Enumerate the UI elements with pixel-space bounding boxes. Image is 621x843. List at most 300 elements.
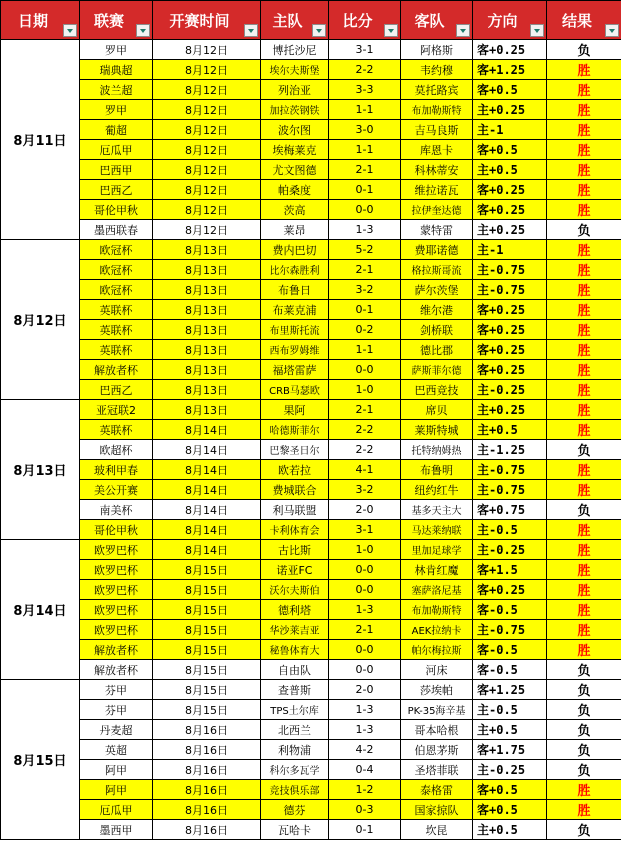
league-cell: 巴西乙: [80, 380, 153, 400]
result-cell: 负: [547, 760, 621, 780]
table-row: [1, 200, 621, 220]
date-cell: 8月11日: [1, 40, 80, 240]
direction-cell: 客+0.25: [473, 340, 547, 360]
league-cell: 南美杯: [80, 500, 153, 520]
kickoff-cell: 8月12日: [153, 40, 261, 60]
score-cell: 2-2: [329, 60, 401, 80]
filter-dropdown-icon[interactable]: [312, 24, 326, 37]
kickoff-cell: 8月13日: [153, 260, 261, 280]
home-team-cell: 尤文图德: [261, 160, 329, 180]
kickoff-cell: 8月16日: [153, 800, 261, 820]
kickoff-cell: 8月13日: [153, 380, 261, 400]
kickoff-cell: 8月12日: [153, 60, 261, 80]
home-team-cell: 费城联合: [261, 480, 329, 500]
result-cell: 胜: [547, 60, 621, 80]
league-cell: 墨西联春: [80, 220, 153, 240]
home-team-cell: 博托沙尼: [261, 40, 329, 60]
home-team-cell: 德芬: [261, 800, 329, 820]
table-row: [1, 260, 621, 280]
table-row: [1, 600, 621, 620]
away-team-cell: 剑桥联: [401, 320, 473, 340]
table-row: [1, 680, 621, 700]
header-kickoff: 开赛时间: [153, 1, 261, 40]
score-cell: 0-4: [329, 760, 401, 780]
home-team-cell: CRB马瑟欧: [261, 380, 329, 400]
home-team-cell: 加拉茨钢铁: [261, 100, 329, 120]
header-score: 比分: [329, 1, 401, 40]
table-row: [1, 240, 621, 260]
away-team-cell: 拉伊奎达德: [401, 200, 473, 220]
home-team-cell: 埃梅莱克: [261, 140, 329, 160]
away-team-cell: 格拉斯哥流: [401, 260, 473, 280]
away-team-cell: 萨斯菲尔德: [401, 360, 473, 380]
score-cell: 2-1: [329, 620, 401, 640]
away-team-cell: 布鲁明: [401, 460, 473, 480]
result-cell: 负: [547, 700, 621, 720]
direction-cell: 客+0.25: [473, 320, 547, 340]
home-team-cell: 费内巴切: [261, 240, 329, 260]
table-row: [1, 700, 621, 720]
table-row: [1, 220, 621, 240]
direction-cell: 客+0.25: [473, 580, 547, 600]
league-cell: 罗甲: [80, 40, 153, 60]
kickoff-cell: 8月15日: [153, 620, 261, 640]
direction-cell: 主-1: [473, 240, 547, 260]
table-row: [1, 460, 621, 480]
table-row: [1, 180, 621, 200]
score-cell: 1-0: [329, 540, 401, 560]
table-row: [1, 160, 621, 180]
result-cell: 胜: [547, 580, 621, 600]
away-team-cell: 阿格斯: [401, 40, 473, 60]
away-team-cell: 莱斯特城: [401, 420, 473, 440]
score-cell: 1-3: [329, 220, 401, 240]
table-row: [1, 60, 621, 80]
table-row: [1, 800, 621, 820]
league-cell: 玻利甲春: [80, 460, 153, 480]
home-team-cell: 华沙莱吉亚: [261, 620, 329, 640]
kickoff-cell: 8月12日: [153, 80, 261, 100]
away-team-cell: 德比郡: [401, 340, 473, 360]
direction-cell: 主-0.25: [473, 540, 547, 560]
league-cell: 欧罗巴杯: [80, 560, 153, 580]
score-cell: 0-3: [329, 800, 401, 820]
home-team-cell: 查普斯: [261, 680, 329, 700]
table-row: [1, 720, 621, 740]
kickoff-cell: 8月15日: [153, 700, 261, 720]
league-cell: 欧冠杯: [80, 260, 153, 280]
home-team-cell: 帕桑度: [261, 180, 329, 200]
score-cell: 3-2: [329, 280, 401, 300]
direction-cell: 客+0.5: [473, 80, 547, 100]
table-row: [1, 540, 621, 560]
away-team-cell: 费耶诺德: [401, 240, 473, 260]
table-row: [1, 40, 621, 60]
away-team-cell: 莎埃帕: [401, 680, 473, 700]
table-row: [1, 80, 621, 100]
score-cell: 2-1: [329, 260, 401, 280]
kickoff-cell: 8月13日: [153, 400, 261, 420]
result-cell: 胜: [547, 80, 621, 100]
home-team-cell: 波尔图: [261, 120, 329, 140]
league-cell: 葡超: [80, 120, 153, 140]
direction-cell: 主-0.75: [473, 620, 547, 640]
direction-cell: 主+0.25: [473, 100, 547, 120]
result-cell: 负: [547, 740, 621, 760]
filter-dropdown-icon[interactable]: [244, 24, 258, 37]
header-away: 客队: [401, 1, 473, 40]
away-team-cell: 马达莱纳联: [401, 520, 473, 540]
score-cell: 0-1: [329, 300, 401, 320]
direction-cell: 主-0.75: [473, 480, 547, 500]
home-team-cell: 秘鲁体育大: [261, 640, 329, 660]
direction-cell: 主-0.75: [473, 460, 547, 480]
table-row: [1, 480, 621, 500]
score-cell: 0-0: [329, 660, 401, 680]
result-cell: 负: [547, 660, 621, 680]
home-team-cell: 北西兰: [261, 720, 329, 740]
result-cell: 胜: [547, 480, 621, 500]
direction-cell: 客+0.5: [473, 800, 547, 820]
away-team-cell: 基多天主大: [401, 500, 473, 520]
league-cell: 英联杯: [80, 320, 153, 340]
score-cell: 4-2: [329, 740, 401, 760]
kickoff-cell: 8月16日: [153, 740, 261, 760]
result-cell: 胜: [547, 280, 621, 300]
away-team-cell: PK-35海辛基: [401, 700, 473, 720]
kickoff-cell: 8月15日: [153, 640, 261, 660]
score-cell: 0-0: [329, 640, 401, 660]
kickoff-cell: 8月13日: [153, 320, 261, 340]
league-cell: 巴西甲: [80, 160, 153, 180]
direction-cell: 客+0.5: [473, 140, 547, 160]
filter-dropdown-icon[interactable]: [63, 24, 77, 37]
table-row: [1, 640, 621, 660]
league-cell: 哥伦甲秋: [80, 520, 153, 540]
direction-cell: 主-0.5: [473, 520, 547, 540]
direction-cell: 客-0.5: [473, 600, 547, 620]
table-row: [1, 320, 621, 340]
score-cell: 2-0: [329, 500, 401, 520]
away-team-cell: 维拉诺瓦: [401, 180, 473, 200]
direction-cell: 客+0.25: [473, 200, 547, 220]
home-team-cell: 科尔多瓦学: [261, 760, 329, 780]
kickoff-cell: 8月12日: [153, 220, 261, 240]
home-team-cell: 布里斯托流: [261, 320, 329, 340]
league-cell: 解放者杯: [80, 640, 153, 660]
score-cell: 1-3: [329, 600, 401, 620]
score-cell: 0-1: [329, 820, 401, 840]
table-row: [1, 780, 621, 800]
score-cell: 3-0: [329, 120, 401, 140]
result-cell: 胜: [547, 100, 621, 120]
kickoff-cell: 8月13日: [153, 280, 261, 300]
score-cell: 0-0: [329, 560, 401, 580]
away-team-cell: 韦约穆: [401, 60, 473, 80]
kickoff-cell: 8月14日: [153, 460, 261, 480]
league-cell: 丹麦超: [80, 720, 153, 740]
header-result: 结果: [547, 1, 621, 40]
result-cell: 负: [547, 500, 621, 520]
kickoff-cell: 8月12日: [153, 180, 261, 200]
league-cell: 欧超杯: [80, 440, 153, 460]
league-cell: 芬甲: [80, 680, 153, 700]
table-row: [1, 660, 621, 680]
filter-dropdown-icon[interactable]: [456, 24, 470, 37]
league-cell: 美公开赛: [80, 480, 153, 500]
away-team-cell: 圣塔菲联: [401, 760, 473, 780]
score-cell: 0-0: [329, 580, 401, 600]
league-cell: 阿甲: [80, 780, 153, 800]
table-row: [1, 140, 621, 160]
league-cell: 哥伦甲秋: [80, 200, 153, 220]
league-cell: 瑞典超: [80, 60, 153, 80]
filter-dropdown-icon[interactable]: [530, 24, 544, 37]
date-cell: 8月12日: [1, 240, 80, 400]
away-team-cell: 哥本哈根: [401, 720, 473, 740]
score-cell: 3-3: [329, 80, 401, 100]
home-team-cell: 欧若拉: [261, 460, 329, 480]
score-cell: 5-2: [329, 240, 401, 260]
header-home: 主队: [261, 1, 329, 40]
league-cell: 解放者杯: [80, 660, 153, 680]
home-team-cell: 布莱克浦: [261, 300, 329, 320]
home-team-cell: 莱昂: [261, 220, 329, 240]
away-team-cell: 泰格雷: [401, 780, 473, 800]
league-cell: 欧罗巴杯: [80, 540, 153, 560]
score-cell: 2-2: [329, 440, 401, 460]
direction-cell: 客+0.25: [473, 40, 547, 60]
away-team-cell: 萨尔茨堡: [401, 280, 473, 300]
result-cell: 胜: [547, 420, 621, 440]
result-cell: 胜: [547, 640, 621, 660]
result-cell: 胜: [547, 160, 621, 180]
kickoff-cell: 8月12日: [153, 100, 261, 120]
league-cell: 芬甲: [80, 700, 153, 720]
away-team-cell: 吉马良斯: [401, 120, 473, 140]
result-cell: 胜: [547, 200, 621, 220]
league-cell: 欧冠杯: [80, 280, 153, 300]
home-team-cell: 西布罗姆维: [261, 340, 329, 360]
kickoff-cell: 8月15日: [153, 660, 261, 680]
score-cell: 1-1: [329, 100, 401, 120]
result-cell: 胜: [547, 620, 621, 640]
kickoff-cell: 8月16日: [153, 720, 261, 740]
table-row: [1, 620, 621, 640]
away-team-cell: 科林蒂安: [401, 160, 473, 180]
table-row: [1, 400, 621, 420]
result-cell: 胜: [547, 520, 621, 540]
score-cell: 4-1: [329, 460, 401, 480]
filter-dropdown-icon[interactable]: [605, 24, 619, 37]
table-row: [1, 440, 621, 460]
result-cell: 胜: [547, 380, 621, 400]
table-row: [1, 120, 621, 140]
away-team-cell: 河床: [401, 660, 473, 680]
filter-dropdown-icon[interactable]: [384, 24, 398, 37]
result-cell: 胜: [547, 120, 621, 140]
home-team-cell: TPS土尔库: [261, 700, 329, 720]
league-cell: 亚冠联2: [80, 400, 153, 420]
result-cell: 胜: [547, 240, 621, 260]
away-team-cell: 库恩卡: [401, 140, 473, 160]
result-cell: 胜: [547, 320, 621, 340]
league-cell: 欧罗巴杯: [80, 580, 153, 600]
away-team-cell: 国家掠队: [401, 800, 473, 820]
kickoff-cell: 8月15日: [153, 580, 261, 600]
result-cell: 负: [547, 220, 621, 240]
score-cell: 2-1: [329, 400, 401, 420]
direction-cell: 主+0.5: [473, 420, 547, 440]
kickoff-cell: 8月12日: [153, 140, 261, 160]
league-cell: 英联杯: [80, 340, 153, 360]
direction-cell: 主+0.5: [473, 160, 547, 180]
kickoff-cell: 8月14日: [153, 540, 261, 560]
result-cell: 胜: [547, 340, 621, 360]
direction-cell: 主+0.25: [473, 400, 547, 420]
direction-cell: 主-0.75: [473, 280, 547, 300]
table-row: [1, 760, 621, 780]
away-team-cell: 巴西竞技: [401, 380, 473, 400]
kickoff-cell: 8月15日: [153, 680, 261, 700]
kickoff-cell: 8月13日: [153, 340, 261, 360]
kickoff-cell: 8月13日: [153, 360, 261, 380]
score-cell: 3-1: [329, 520, 401, 540]
direction-cell: 主-0.5: [473, 700, 547, 720]
away-team-cell: 里加足球学: [401, 540, 473, 560]
league-cell: 英联杯: [80, 300, 153, 320]
kickoff-cell: 8月12日: [153, 120, 261, 140]
result-cell: 负: [547, 40, 621, 60]
result-cell: 胜: [547, 140, 621, 160]
score-cell: 0-1: [329, 180, 401, 200]
table-body: [1, 40, 621, 840]
table-row: [1, 380, 621, 400]
result-cell: 胜: [547, 540, 621, 560]
home-team-cell: 果阿: [261, 400, 329, 420]
direction-cell: 客-0.5: [473, 640, 547, 660]
kickoff-cell: 8月15日: [153, 560, 261, 580]
league-cell: 厄瓜甲: [80, 140, 153, 160]
home-team-cell: 埃尔夫斯堡: [261, 60, 329, 80]
result-cell: 负: [547, 720, 621, 740]
date-cell: 8月15日: [1, 680, 80, 840]
kickoff-cell: 8月13日: [153, 240, 261, 260]
direction-cell: 主-0.25: [473, 760, 547, 780]
home-team-cell: 巴黎圣日尔: [261, 440, 329, 460]
result-cell: 胜: [547, 360, 621, 380]
direction-cell: 客+0.5: [473, 780, 547, 800]
home-team-cell: 沃尔夫斯伯: [261, 580, 329, 600]
table-row: [1, 580, 621, 600]
kickoff-cell: 8月14日: [153, 520, 261, 540]
away-team-cell: 林肯红魔: [401, 560, 473, 580]
table-row: [1, 360, 621, 380]
table-row: [1, 500, 621, 520]
direction-cell: 主-0.25: [473, 380, 547, 400]
table-row: [1, 420, 621, 440]
direction-cell: 客+1.25: [473, 680, 547, 700]
kickoff-cell: 8月14日: [153, 420, 261, 440]
header-row: [1, 1, 621, 40]
kickoff-cell: 8月16日: [153, 780, 261, 800]
result-cell: 负: [547, 820, 621, 840]
home-team-cell: 列治亚: [261, 80, 329, 100]
home-team-cell: 福塔雷萨: [261, 360, 329, 380]
league-cell: 英超: [80, 740, 153, 760]
result-cell: 胜: [547, 560, 621, 580]
table-row: [1, 740, 621, 760]
home-team-cell: 卡利体育会: [261, 520, 329, 540]
league-cell: 解放者杯: [80, 360, 153, 380]
direction-cell: 主-1.25: [473, 440, 547, 460]
league-cell: 阿甲: [80, 760, 153, 780]
kickoff-cell: 8月15日: [153, 600, 261, 620]
result-cell: 胜: [547, 780, 621, 800]
table-row: [1, 520, 621, 540]
direction-cell: 主+0.5: [473, 820, 547, 840]
score-cell: 2-0: [329, 680, 401, 700]
table-row: [1, 100, 621, 120]
kickoff-cell: 8月14日: [153, 440, 261, 460]
league-cell: 厄瓜甲: [80, 800, 153, 820]
table-row: [1, 300, 621, 320]
direction-cell: 主+0.5: [473, 720, 547, 740]
score-cell: 1-3: [329, 720, 401, 740]
table-row: [1, 820, 621, 840]
filter-dropdown-icon[interactable]: [136, 24, 150, 37]
league-cell: 波兰超: [80, 80, 153, 100]
direction-cell: 客+0.25: [473, 360, 547, 380]
league-cell: 欧罗巴杯: [80, 600, 153, 620]
result-cell: 胜: [547, 400, 621, 420]
away-team-cell: 纽约红牛: [401, 480, 473, 500]
result-cell: 胜: [547, 260, 621, 280]
result-cell: 胜: [547, 300, 621, 320]
result-cell: 胜: [547, 180, 621, 200]
header-direction: 方向: [473, 1, 547, 40]
direction-cell: 主-0.75: [473, 260, 547, 280]
away-team-cell: 布加勒斯特: [401, 100, 473, 120]
away-team-cell: 帕尔梅拉斯: [401, 640, 473, 660]
score-cell: 1-1: [329, 340, 401, 360]
direction-cell: 主-1: [473, 120, 547, 140]
home-team-cell: 古比斯: [261, 540, 329, 560]
result-cell: 胜: [547, 460, 621, 480]
league-cell: 欧冠杯: [80, 240, 153, 260]
away-team-cell: 布加勒斯特: [401, 600, 473, 620]
direction-cell: 客+1.25: [473, 60, 547, 80]
home-team-cell: 哈德斯菲尔: [261, 420, 329, 440]
home-team-cell: 诺亚FC: [261, 560, 329, 580]
away-team-cell: 蒙特雷: [401, 220, 473, 240]
score-cell: 0-0: [329, 200, 401, 220]
score-cell: 1-1: [329, 140, 401, 160]
table-row: [1, 560, 621, 580]
direction-cell: 主+0.25: [473, 220, 547, 240]
direction-cell: 客+1.5: [473, 560, 547, 580]
score-cell: 3-2: [329, 480, 401, 500]
score-cell: 2-1: [329, 160, 401, 180]
league-cell: 巴西乙: [80, 180, 153, 200]
score-cell: 2-2: [329, 420, 401, 440]
score-cell: 3-1: [329, 40, 401, 60]
away-team-cell: 塞萨洛尼基: [401, 580, 473, 600]
score-cell: 1-0: [329, 380, 401, 400]
header-date: 日期: [1, 1, 80, 40]
date-cell: 8月14日: [1, 540, 80, 680]
kickoff-cell: 8月14日: [153, 500, 261, 520]
